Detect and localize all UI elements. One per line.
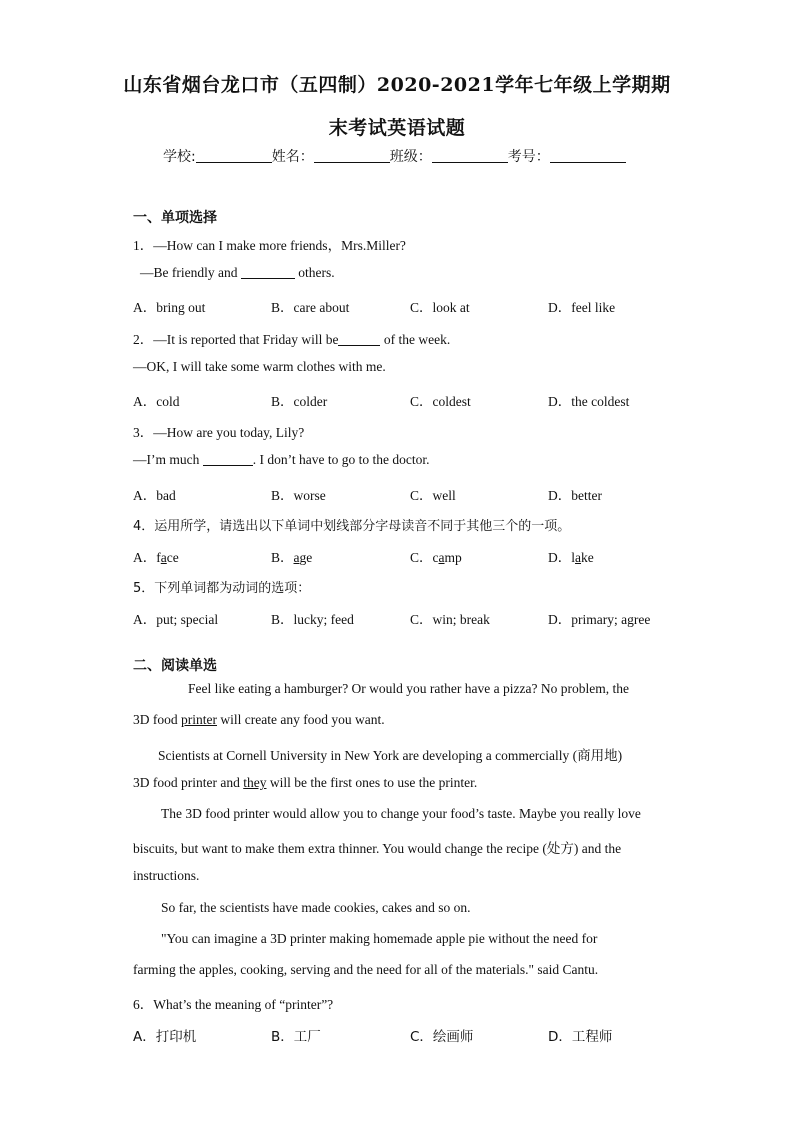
q3-option-d[interactable]: D．better bbox=[548, 488, 602, 503]
q4-a-underlined: a bbox=[160, 550, 167, 565]
q4-option-a[interactable] bbox=[133, 546, 179, 566]
q2-stem-pre: 2．—It is reported that Friday will be bbox=[133, 332, 339, 347]
class-label: 班级： bbox=[389, 149, 432, 165]
q2-option-a[interactable]: A．cold bbox=[133, 394, 180, 409]
school-blank[interactable] bbox=[196, 148, 272, 163]
p1-underlined-printer: printer bbox=[181, 712, 217, 727]
passage-p4-line-1: So far, the scientists have made cookies, cakes and so on. bbox=[161, 900, 471, 915]
page-title-line-2: 末考试英语试题 bbox=[328, 117, 466, 139]
q4-d-post: ke bbox=[581, 550, 594, 565]
name-label: 姓名： bbox=[271, 149, 314, 165]
q3-reply-pre: —I’m much bbox=[133, 452, 200, 467]
q1-option-b[interactable]: B．care about bbox=[271, 300, 350, 315]
q4-b-underlined: a bbox=[293, 550, 300, 565]
section-heading-single-choice: 一、单项选择 bbox=[133, 210, 217, 226]
passage-p3-line-1: The 3D food printer would allow you to change your food’s taste. Maybe you really love bbox=[161, 806, 641, 821]
q4-c-letter: C． bbox=[410, 550, 433, 565]
passage-p3-line-2: biscuits, but want to make them extra thinner. You would change the recipe (处方) and the bbox=[133, 841, 622, 856]
q3-option-c[interactable]: C．well bbox=[410, 488, 456, 503]
q4-a-letter: A． bbox=[133, 550, 157, 565]
q1-reply-pre: —Be friendly and bbox=[140, 265, 238, 280]
question-3-reply bbox=[133, 452, 429, 468]
q1-reply-post: others. bbox=[298, 265, 335, 280]
question-1-reply bbox=[140, 265, 335, 281]
q1-option-a[interactable]: A．bring out bbox=[133, 300, 206, 315]
q2-stem-post: of the week. bbox=[383, 332, 451, 347]
student-info-row bbox=[163, 146, 626, 166]
q4-c-underlined: a bbox=[438, 550, 445, 565]
q2-option-b[interactable]: B．colder bbox=[271, 394, 328, 409]
q5-option-a[interactable]: A．put; special bbox=[133, 612, 219, 627]
q4-a-pre: f bbox=[156, 550, 161, 565]
passage-p2-line-2 bbox=[133, 775, 477, 791]
q1-answer-blank[interactable] bbox=[241, 265, 295, 279]
question-1-stem: 1．—How can I make more friends，Mrs.Miller? bbox=[133, 238, 406, 253]
q4-option-d[interactable] bbox=[548, 546, 594, 566]
question-3-stem: 3．—How are you today, Lily? bbox=[133, 425, 305, 440]
q4-d-pre: l bbox=[571, 550, 576, 565]
passage-p5-line-1: "You can imagine a 3D printer making homemade apple pie without the need for bbox=[161, 931, 598, 946]
question-4-stem: 4．运用所学，请选出以下单词中划线部分字母读音不同于其他三个的一项。 bbox=[133, 519, 571, 534]
q3-option-a[interactable]: A．bad bbox=[133, 488, 176, 503]
passage-p3-line-3: instructions. bbox=[133, 868, 200, 883]
p2-pre: 3D food printer and bbox=[133, 775, 244, 790]
q3-option-b[interactable]: B．worse bbox=[271, 488, 326, 503]
section-heading-reading: 二、阅读单选 bbox=[133, 658, 217, 674]
q3-answer-blank[interactable] bbox=[203, 452, 253, 466]
q1-option-d[interactable]: D．feel like bbox=[548, 300, 616, 315]
exam-no-blank[interactable] bbox=[550, 148, 626, 163]
name-blank[interactable] bbox=[314, 148, 390, 163]
p1-post: will create any food you want. bbox=[217, 712, 385, 727]
q5-option-d[interactable]: D．primary; agree bbox=[548, 612, 651, 627]
passage-p1-line-2 bbox=[133, 712, 385, 728]
exam-no-label: 考号： bbox=[507, 149, 550, 165]
q5-option-c[interactable]: C．win; break bbox=[410, 612, 490, 627]
question-2-reply: —OK, I will take some warm clothes with me. bbox=[133, 359, 386, 374]
p2-underlined-they: they bbox=[243, 775, 267, 790]
q4-d-underlined: a bbox=[575, 550, 582, 565]
question-6-stem: 6．What’s the meaning of “printer”? bbox=[133, 997, 334, 1012]
q1-option-c[interactable]: C．look at bbox=[410, 300, 470, 315]
q4-option-b[interactable] bbox=[271, 546, 312, 566]
q4-d-letter: D． bbox=[548, 550, 572, 565]
question-2-stem bbox=[133, 328, 450, 348]
q6-option-d[interactable]: D．工程师 bbox=[548, 1029, 613, 1045]
p2-post: will be the first ones to use the printer. bbox=[266, 775, 478, 790]
q2-option-c[interactable]: C．coldest bbox=[410, 394, 471, 409]
page-title-line-1: 山东省烟台龙口市（五四制）2020-2021学年七年级上学期期 bbox=[123, 74, 671, 96]
q4-c-pre: c bbox=[432, 550, 439, 565]
q4-b-letter: B． bbox=[271, 550, 294, 565]
question-5-stem: 5．下列单词都为动词的选项： bbox=[133, 581, 311, 596]
passage-p1-line-1: Feel like eating a hamburger? Or would you rather have a pizza? No problem, the bbox=[188, 681, 629, 696]
q6-option-a[interactable]: A．打印机 bbox=[133, 1029, 197, 1045]
q2-answer-blank[interactable] bbox=[338, 332, 380, 346]
q3-reply-post: . I don’t have to go to the doctor. bbox=[252, 452, 430, 467]
q4-a-post: ce bbox=[166, 550, 179, 565]
school-label: 学校: bbox=[163, 149, 196, 165]
passage-p2-line-1: Scientists at Cornell University in New York are developing a commercially (商用地) bbox=[158, 748, 623, 763]
q6-option-c[interactable]: C．绘画师 bbox=[410, 1029, 474, 1045]
q2-option-d[interactable]: D．the coldest bbox=[548, 394, 630, 409]
q4-b-post: ge bbox=[299, 550, 313, 565]
passage-p5-line-2: farming the apples, cooking, serving and the need for all of the materials." said Cantu. bbox=[133, 962, 599, 977]
class-blank[interactable] bbox=[432, 148, 508, 163]
q6-option-b[interactable]: B．工厂 bbox=[271, 1029, 321, 1045]
q5-option-b[interactable]: B．lucky; feed bbox=[271, 612, 354, 627]
q4-c-post: mp bbox=[444, 550, 462, 565]
p1-pre: 3D food bbox=[133, 712, 181, 727]
q4-option-c[interactable] bbox=[410, 546, 462, 566]
